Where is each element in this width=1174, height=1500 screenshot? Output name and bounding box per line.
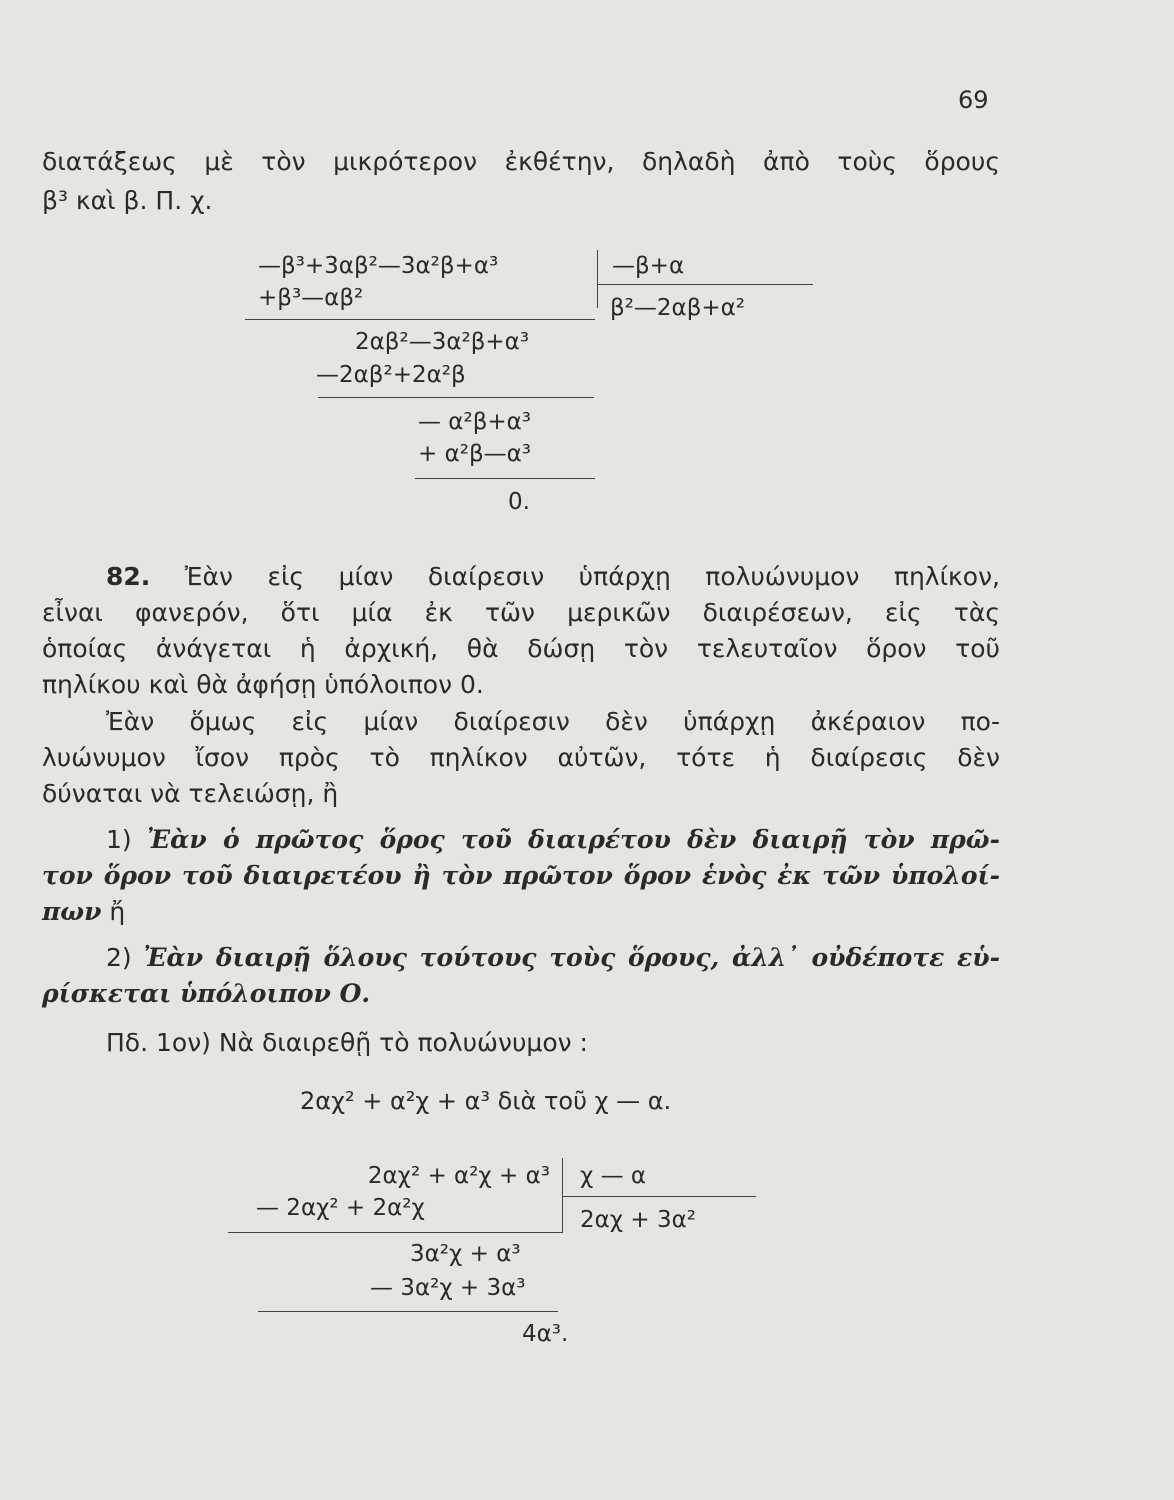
division1-row-3: —2αβ²+2α²β <box>316 362 466 388</box>
division2-row-2: 3α²χ + α³ <box>410 1241 521 1267</box>
division2-row-3: — 3α²χ + 3α³ <box>370 1275 526 1301</box>
example-intro: Πδ. 1ον) Νὰ διαιρεθῇ τὸ πολυώνυμον : <box>106 1028 588 1057</box>
case2-label: 2) <box>106 943 132 972</box>
case1-line-1: 1) Ἐὰν ὁ πρῶτος ὅρος τοῦ διαιρέτου δὲν διαιρῇ τὸν πρῶ- <box>106 825 1000 854</box>
section82-line-1: 82. Ἐὰν εἰς μίαν διαίρεσιν ὑπάρχῃ πολυώνυμον πηλίκον, <box>106 562 1000 591</box>
division1-row-5: + α²β—α³ <box>418 441 532 467</box>
division2-row-1: — 2αχ² + 2α²χ <box>256 1195 425 1221</box>
division2-dividend: 2αχ² + α²χ + α³ <box>367 1163 550 1189</box>
division2-rule-2 <box>258 1311 558 1312</box>
division1-row-1: +β³—αβ² <box>258 285 364 311</box>
case2-line-2: ρίσκεται ὑπόλοιπον Ο. <box>42 979 371 1008</box>
division1-quotient: β²—2αβ+α² <box>610 295 746 321</box>
division1-row-2: 2αβ²—3α²β+α³ <box>355 329 530 355</box>
case1-line-3: πων ἤ <box>42 897 126 926</box>
case1-line-2: τον ὅρον τοῦ διαιρετέου ἢ τὸν πρῶτον ὅρον ἑνὸς ἐκ τῶν ὑπολοί- <box>42 861 1000 890</box>
division1-separator <box>597 250 598 308</box>
division1-remainder: 0. <box>508 489 530 515</box>
division2-rule-1 <box>228 1232 562 1233</box>
page-number: 69 <box>958 86 989 114</box>
section-number: 82. <box>106 562 151 591</box>
case1-label: 1) <box>106 825 132 854</box>
division1-rule-2 <box>318 397 594 398</box>
division2-quotient: 2αχ + 3α² <box>580 1207 696 1233</box>
division2-divisor-line <box>563 1196 756 1197</box>
division2-divisor: χ — α <box>580 1163 647 1189</box>
intro-line-2: β³ καὶ β. Π. χ. <box>42 186 213 215</box>
case2-line-1: 2) Ἐὰν διαιρῇ ὅλους τούτους τοὺς ὅρους, ἀλλ᾽ οὐδέποτε εὑ- <box>106 943 1000 972</box>
division1-divisor: —β+α <box>612 253 685 279</box>
para2-line-2: λυώνυμον ἴσον πρὸς τὸ πηλίκον αὐτῶν, τότε ἡ διαίρεσις δὲν <box>42 743 1000 772</box>
division1-rule-3 <box>415 478 595 479</box>
section82-line-2: εἶναι φανερόν, ὅτι μία ἐκ τῶν μερικῶν διαιρέσεων, εἰς τὰς <box>42 598 1000 627</box>
division1-dividend: —β³+3αβ²—3α²β+α³ <box>258 253 499 279</box>
para2-line-1: Ἐὰν ὅμως εἰς μίαν διαίρεσιν δὲν ὑπάρχῃ ἀκέραιον πο- <box>106 707 1000 736</box>
division1-divisor-line <box>598 284 813 285</box>
division1-rule-1 <box>245 319 595 320</box>
division1-row-4: — α²β+α³ <box>418 409 532 435</box>
division2-remainder: 4α³. <box>522 1321 569 1347</box>
section82-line-3: ὁποίας ἀνάγεται ἡ ἀρχική, θὰ δώσῃ τὸν τελευταῖον ὅρον τοῦ <box>42 634 1000 663</box>
intro-line-1: διατάξεως μὲ τὸν μικρότερον ἐκθέτην, δηλαδὴ ἀπὸ τοὺς ὅρους <box>42 147 1000 176</box>
para2-line-3: δύναται νὰ τελειώσῃ, ἢ <box>42 779 339 808</box>
section82-line-4: πηλίκου καὶ θὰ ἀφήσῃ ὑπόλοιπον 0. <box>42 670 484 699</box>
example-expression: 2αχ² + α²χ + α³ διὰ τοῦ χ — α. <box>300 1087 672 1115</box>
